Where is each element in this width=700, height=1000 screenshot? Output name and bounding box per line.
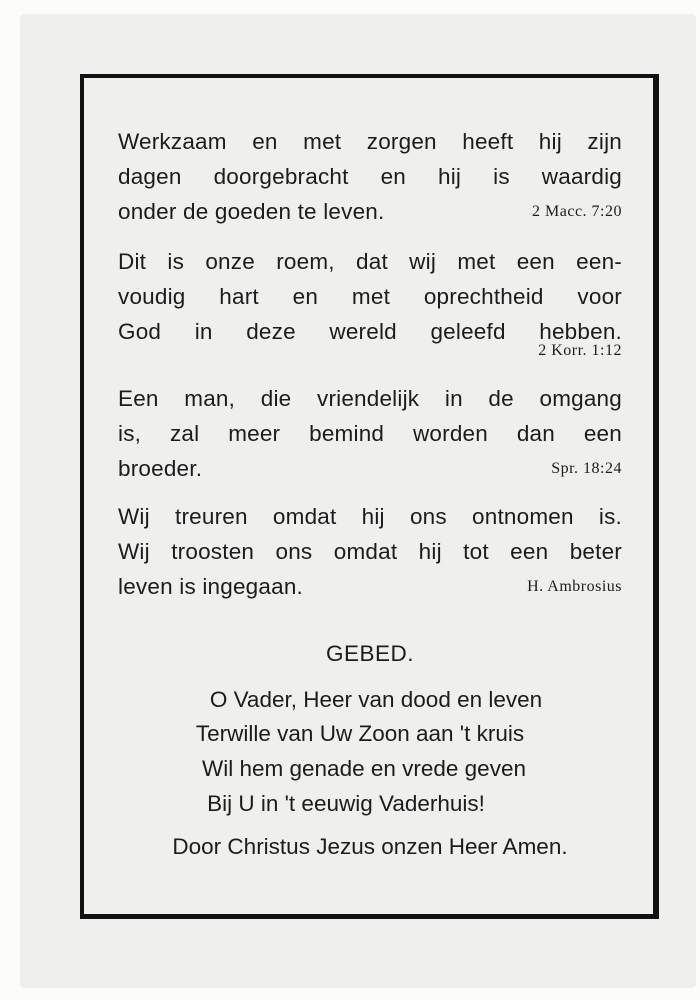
- quote-line: Dit is onze roem, dat wij met een een-: [118, 249, 622, 274]
- quote-line: Wij treuren omdat hij ons ontnomen is.: [118, 504, 622, 529]
- quote-line: voudig hart en met oprechtheid voor: [118, 284, 622, 309]
- quote-line: God in deze wereld geleefd hebben.: [118, 319, 622, 344]
- quote-line: Wij troosten ons omdat hij tot een beter: [118, 539, 622, 564]
- quote-reference: 2 Macc. 7:20: [532, 203, 622, 220]
- prayer-line: Terwille van Uw Zoon aan 't kruis: [195, 721, 525, 746]
- prayer-line: Door Christus Jezus onzen Heer Amen.: [172, 834, 568, 859]
- quote-reference: H. Ambrosius: [527, 578, 622, 595]
- quote-line: leven is ingegaan.: [118, 574, 303, 599]
- quote-reference: Spr. 18:24: [551, 460, 622, 477]
- quote-line: is, zal meer bemind worden dan een: [118, 421, 622, 446]
- quote-line: broeder.: [118, 456, 203, 481]
- prayer-line: Wil hem genade en vrede geven: [202, 756, 526, 781]
- prayer-line: Bij U in 't eeuwig Vaderhuis!: [207, 791, 485, 816]
- quote-reference: 2 Korr. 1:12: [538, 342, 622, 359]
- quote-line: dagen doorgebracht en hij is waardig: [118, 164, 622, 189]
- quote-line: Werkzaam en met zorgen heeft hij zijn: [118, 129, 622, 154]
- prayer-title: GEBED.: [325, 641, 415, 666]
- quote-line: Een man, die vriendelijk in de omgang: [118, 386, 622, 411]
- quote-line: onder de goeden te leven.: [118, 199, 385, 224]
- prayer-line: O Vader, Heer van dood en leven: [209, 687, 543, 712]
